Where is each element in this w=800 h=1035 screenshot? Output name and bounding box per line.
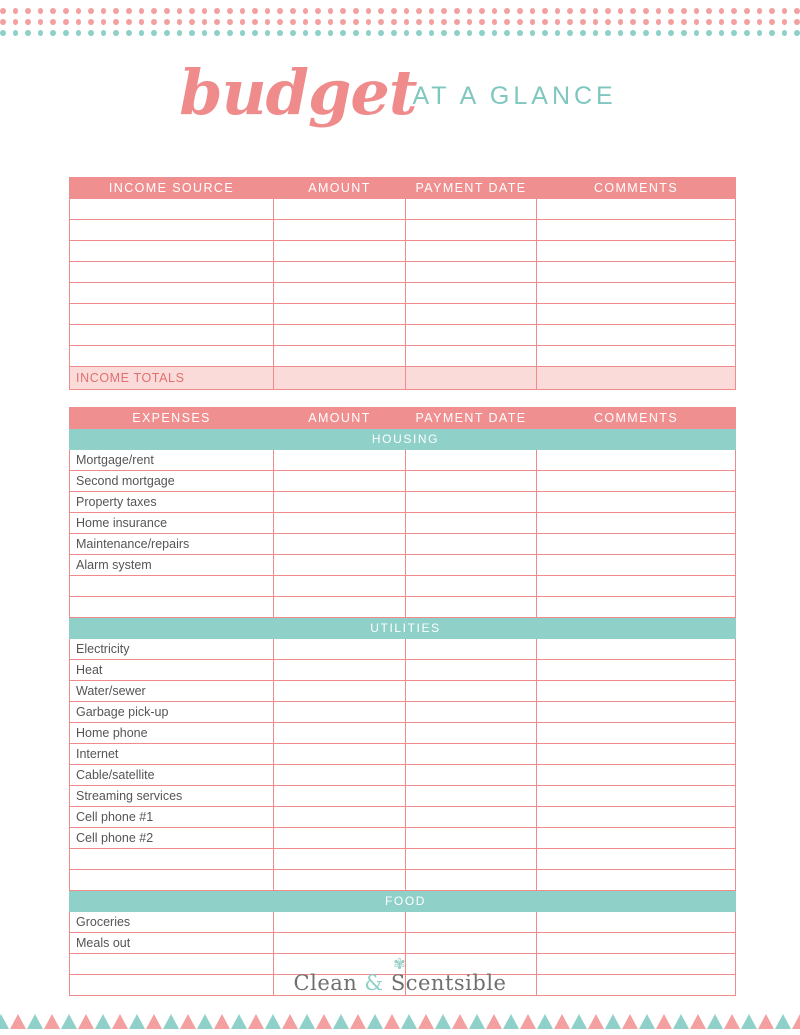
dot-row (0, 19, 800, 25)
page-title (0, 52, 800, 132)
expense-row[interactable] (70, 597, 736, 618)
expenses-header-row (70, 408, 736, 429)
income-cell[interactable] (537, 304, 736, 325)
income-cell[interactable] (70, 241, 274, 262)
expense-item-label: Cell phone #1 (70, 807, 274, 828)
income-cell[interactable] (537, 220, 736, 241)
income-cell[interactable] (274, 283, 406, 304)
income-cell[interactable] (537, 262, 736, 283)
expense-cell[interactable] (274, 534, 406, 555)
expense-row[interactable] (70, 513, 736, 534)
expense-cell[interactable] (406, 765, 537, 786)
expense-cell[interactable] (537, 849, 736, 870)
expenses-section-header (70, 429, 736, 450)
expense-cell[interactable] (406, 933, 537, 954)
expense-cell[interactable] (406, 534, 537, 555)
expense-item-label: Garbage pick-up (70, 702, 274, 723)
expense-item-label: Second mortgage (70, 471, 274, 492)
expenses-header-amount: AMOUNT (274, 408, 406, 429)
expense-cell[interactable] (274, 513, 406, 534)
income-totals-row[interactable] (70, 367, 736, 390)
expense-cell[interactable] (537, 870, 736, 891)
income-cell[interactable] (70, 325, 274, 346)
flourish-icon: ✾ (393, 956, 407, 973)
income-cell[interactable] (274, 346, 406, 367)
income-cell[interactable] (537, 241, 736, 262)
expense-cell[interactable] (70, 576, 274, 597)
expenses-header-comments: COMMENTS (537, 408, 736, 429)
income-cell[interactable] (406, 199, 537, 220)
income-row[interactable] (70, 241, 736, 262)
income-row[interactable] (70, 262, 736, 283)
expense-cell[interactable] (406, 702, 537, 723)
expenses-section-label: UTILITIES (70, 618, 736, 639)
income-cell[interactable] (406, 304, 537, 325)
expense-cell[interactable] (274, 933, 406, 954)
expense-cell[interactable] (537, 702, 736, 723)
income-row[interactable] (70, 304, 736, 325)
income-cell[interactable] (406, 346, 537, 367)
expense-item-label: Home insurance (70, 513, 274, 534)
title-subtitle: AT A GLANCE (412, 82, 617, 110)
expense-item-label: Meals out (70, 933, 274, 954)
expense-cell[interactable] (406, 681, 537, 702)
expense-row[interactable] (70, 492, 736, 513)
expense-cell[interactable] (406, 744, 537, 765)
brand-first: Clean (293, 971, 365, 995)
expense-cell[interactable] (274, 723, 406, 744)
expense-cell[interactable] (274, 912, 406, 933)
expense-row[interactable] (70, 828, 736, 849)
expense-row[interactable] (70, 786, 736, 807)
income-cell[interactable] (70, 262, 274, 283)
brand-name (0, 971, 800, 995)
income-cell[interactable] (274, 220, 406, 241)
expense-row[interactable] (70, 702, 736, 723)
expense-item-label: Property taxes (70, 492, 274, 513)
expense-cell[interactable] (537, 828, 736, 849)
income-totals-cell[interactable] (537, 367, 736, 390)
expense-cell[interactable] (406, 492, 537, 513)
expense-cell[interactable] (406, 555, 537, 576)
expense-cell[interactable] (537, 744, 736, 765)
expense-item-label: Internet (70, 744, 274, 765)
income-header-payment-date: PAYMENT DATE (406, 178, 537, 199)
income-row[interactable] (70, 220, 736, 241)
expense-row[interactable] (70, 933, 736, 954)
income-header-row (70, 178, 736, 199)
income-table-body (70, 199, 736, 390)
expense-row[interactable] (70, 534, 736, 555)
expense-cell[interactable] (537, 492, 736, 513)
expense-cell[interactable] (274, 660, 406, 681)
expense-cell[interactable] (537, 765, 736, 786)
expense-cell[interactable] (274, 492, 406, 513)
income-row[interactable] (70, 325, 736, 346)
expense-cell[interactable] (274, 450, 406, 471)
income-cell[interactable] (274, 241, 406, 262)
expense-cell[interactable] (537, 723, 736, 744)
expense-cell[interactable] (406, 828, 537, 849)
expense-row[interactable] (70, 576, 736, 597)
income-table (69, 177, 736, 390)
expense-cell[interactable] (274, 639, 406, 660)
expense-row[interactable] (70, 471, 736, 492)
expense-item-label: Cable/satellite (70, 765, 274, 786)
expense-row[interactable] (70, 765, 736, 786)
expense-row[interactable] (70, 681, 736, 702)
expense-cell[interactable] (537, 660, 736, 681)
expense-cell[interactable] (537, 639, 736, 660)
income-row[interactable] (70, 199, 736, 220)
expense-row[interactable] (70, 555, 736, 576)
expense-cell[interactable] (406, 849, 537, 870)
expense-cell[interactable] (274, 870, 406, 891)
expense-cell[interactable] (274, 744, 406, 765)
expense-row[interactable] (70, 660, 736, 681)
expense-cell[interactable] (406, 660, 537, 681)
expense-cell[interactable] (406, 576, 537, 597)
expense-cell[interactable] (274, 702, 406, 723)
income-header-source: INCOME SOURCE (70, 178, 274, 199)
expense-cell[interactable] (537, 681, 736, 702)
expense-item-label: Cell phone #2 (70, 828, 274, 849)
expense-row[interactable] (70, 849, 736, 870)
expense-cell[interactable] (274, 471, 406, 492)
income-header-comments: COMMENTS (537, 178, 736, 199)
expenses-section-header (70, 618, 736, 639)
expense-cell[interactable] (537, 555, 736, 576)
expense-row[interactable] (70, 912, 736, 933)
income-cell[interactable] (274, 304, 406, 325)
income-cell[interactable] (406, 241, 537, 262)
expense-cell[interactable] (537, 576, 736, 597)
brand-ampersand: & (364, 971, 384, 995)
income-section (69, 177, 731, 390)
income-cell[interactable] (70, 220, 274, 241)
expenses-section-label: HOUSING (70, 429, 736, 450)
income-cell[interactable] (274, 325, 406, 346)
expense-item-label: Maintenance/repairs (70, 534, 274, 555)
expense-cell[interactable] (70, 870, 274, 891)
expense-cell[interactable] (406, 513, 537, 534)
expense-cell[interactable] (274, 849, 406, 870)
expense-cell[interactable] (274, 807, 406, 828)
expense-item-label: Mortgage/rent (70, 450, 274, 471)
expense-cell[interactable] (406, 471, 537, 492)
expense-item-label: Streaming services (70, 786, 274, 807)
expense-row[interactable] (70, 723, 736, 744)
expense-cell[interactable] (537, 450, 736, 471)
expense-row[interactable] (70, 450, 736, 471)
expense-cell[interactable] (406, 870, 537, 891)
income-cell[interactable] (537, 346, 736, 367)
expense-cell[interactable] (274, 576, 406, 597)
expenses-header-expenses: EXPENSES (70, 408, 274, 429)
income-cell[interactable] (274, 199, 406, 220)
income-cell[interactable] (537, 283, 736, 304)
expenses-section-label: FOOD (70, 891, 736, 912)
income-cell[interactable] (70, 304, 274, 325)
expense-item-label: Water/sewer (70, 681, 274, 702)
expense-cell[interactable] (537, 912, 736, 933)
expense-cell[interactable] (406, 912, 537, 933)
expense-cell[interactable] (537, 933, 736, 954)
title-script: budget (179, 56, 417, 129)
expense-cell[interactable] (274, 765, 406, 786)
footer-logo (0, 956, 800, 995)
expense-cell[interactable] (274, 828, 406, 849)
income-cell[interactable] (70, 283, 274, 304)
expense-cell[interactable] (406, 786, 537, 807)
expense-cell[interactable] (274, 786, 406, 807)
expense-item-label: Heat (70, 660, 274, 681)
expense-item-label: Alarm system (70, 555, 274, 576)
income-cell[interactable] (537, 199, 736, 220)
income-cell[interactable] (70, 346, 274, 367)
income-cell[interactable] (274, 262, 406, 283)
income-row[interactable] (70, 346, 736, 367)
expense-cell[interactable] (537, 807, 736, 828)
expense-cell[interactable] (274, 555, 406, 576)
expense-cell[interactable] (537, 513, 736, 534)
expense-cell[interactable] (70, 597, 274, 618)
expense-row[interactable] (70, 639, 736, 660)
income-cell[interactable] (537, 325, 736, 346)
expense-item-label: Home phone (70, 723, 274, 744)
expenses-section-header (70, 891, 736, 912)
expenses-table (69, 407, 736, 996)
expense-cell[interactable] (274, 597, 406, 618)
expense-item-label: Electricity (70, 639, 274, 660)
expense-cell[interactable] (70, 849, 274, 870)
expense-cell[interactable] (537, 786, 736, 807)
expense-cell[interactable] (537, 534, 736, 555)
income-cell[interactable] (406, 325, 537, 346)
income-cell[interactable] (406, 262, 537, 283)
decorative-zigzag-border-bottom (0, 1003, 800, 1029)
income-row[interactable] (70, 283, 736, 304)
expenses-table-body (70, 429, 736, 996)
expense-cell[interactable] (406, 597, 537, 618)
expense-row[interactable] (70, 744, 736, 765)
expense-cell[interactable] (274, 681, 406, 702)
dot-row (0, 8, 800, 14)
dot-row (0, 30, 800, 36)
income-totals-cell[interactable] (406, 367, 537, 390)
expense-item-label: Groceries (70, 912, 274, 933)
expenses-header-payment-date: PAYMENT DATE (406, 408, 537, 429)
decorative-dot-border-top (0, 8, 800, 38)
income-cell[interactable] (70, 199, 274, 220)
income-cell[interactable] (406, 283, 537, 304)
expense-cell[interactable] (406, 807, 537, 828)
income-totals-label: INCOME TOTALS (70, 367, 274, 390)
expense-cell[interactable] (406, 639, 537, 660)
expense-cell[interactable] (537, 597, 736, 618)
expense-cell[interactable] (406, 450, 537, 471)
expenses-section (69, 407, 731, 996)
income-header-amount: AMOUNT (274, 178, 406, 199)
expense-cell[interactable] (406, 723, 537, 744)
expense-row[interactable] (70, 807, 736, 828)
brand-last: Scentsible (383, 971, 507, 995)
income-totals-cell[interactable] (274, 367, 406, 390)
expense-row[interactable] (70, 870, 736, 891)
expense-cell[interactable] (537, 471, 736, 492)
income-cell[interactable] (406, 220, 537, 241)
